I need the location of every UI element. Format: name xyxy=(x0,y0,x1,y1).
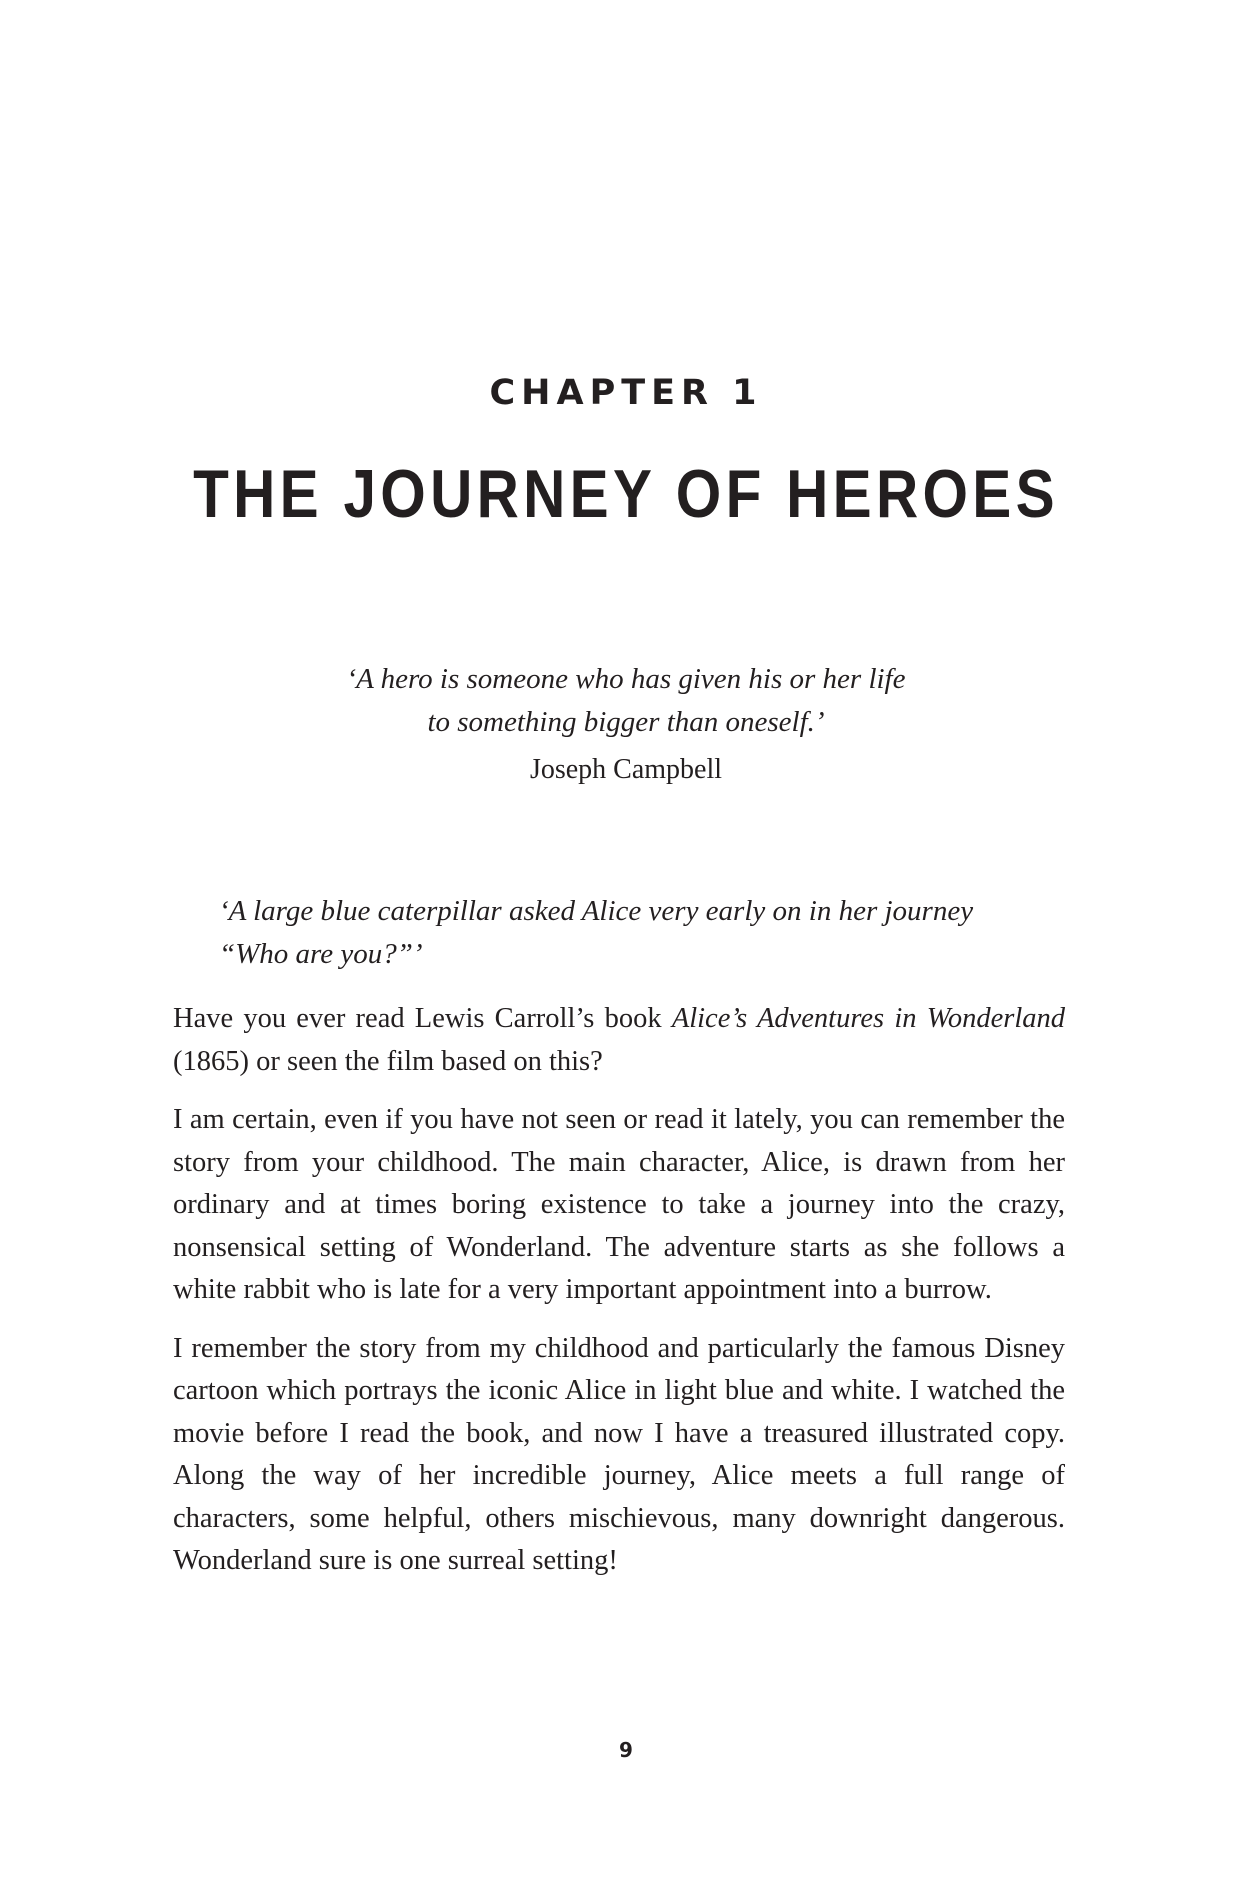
paragraph-1 xyxy=(173,998,1065,1083)
epigraph-line-1: ‘A hero is someone who has given his or her life xyxy=(346,663,906,695)
book-title: Alice’s Adventures in Wonderland xyxy=(671,1003,1065,1034)
epigraph xyxy=(226,658,1026,791)
paragraph-3: I remember the story from my childhood and particularly the famous Disney cartoon which portrays the iconic Alice in light blue and white. I watched the movie before I read the book, and now I have a treasured illustrated copy. Along the way of her incredible journey, Alice meets a full range of characters, some helpful, others mischievous, many downright dangerous. Wonderland sure is one surreal setting! xyxy=(173,1332,1065,1576)
paragraph-1-text-start: Have you ever read Lewis Carroll’s book xyxy=(173,1003,672,1034)
epigraph-line-2: to something bigger than oneself.’ xyxy=(427,706,825,738)
paragraph-2: I am certain, even if you have not seen or read it lately, you can remember the story from your childhood. The main character, Alice, is drawn from her ordinary and at times boring existence to take a journey into the crazy, nonsensical setting of Wonderland. The adventure starts as she follows a white rabbit who is late for a very important appointment into a burrow. xyxy=(173,1104,1065,1305)
chapter-label: CHAPTER 1 xyxy=(489,373,763,413)
opening-quote xyxy=(219,890,1079,976)
body-text xyxy=(173,998,1065,1599)
opening-quote-line-1: ‘A large blue caterpillar asked Alice very early on in her journey xyxy=(219,895,974,927)
page-number: 9 xyxy=(619,1738,633,1762)
opening-quote-line-2: “Who are you?”’ xyxy=(219,938,423,970)
chapter-title: THE JOURNEY OF HEROES xyxy=(193,456,1059,532)
epigraph-attribution: Joseph Campbell xyxy=(529,754,723,785)
paragraph-1-text-end: (1865) or seen the film based on this? xyxy=(173,1045,603,1077)
epigraph-quote xyxy=(226,658,1026,744)
